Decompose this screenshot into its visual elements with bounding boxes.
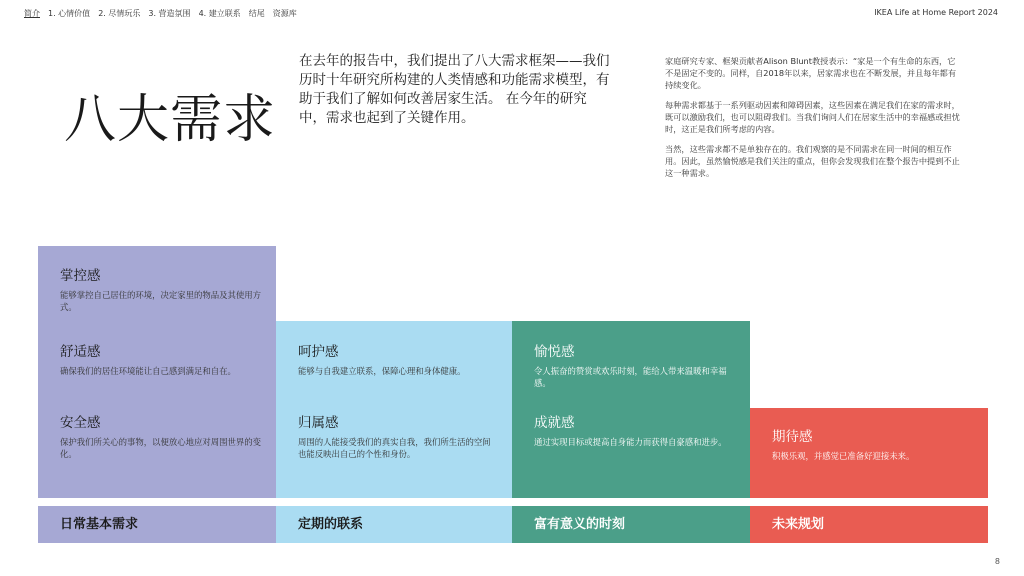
nav-item-chapter-2[interactable]: 2. 尽情玩乐 [98,9,141,18]
need-belonging [298,411,498,460]
nav-item-chapter-3[interactable]: 3. 营造氛围 [148,9,191,18]
need-care [298,340,498,377]
need-achievement-desc: 通过实现目标或提高自身能力而获得自豪感和进步。 [534,437,727,447]
need-comfort-desc: 确保我们的居住环境能让自己感到满足和自在。 [60,366,236,376]
need-security-desc: 保护我们所关心的事物，以便放心地应对周围世界的变化。 [60,437,261,459]
need-security [60,411,262,460]
nav-item-intro[interactable]: 简介 [24,9,40,18]
need-joy-title: 愉悦感 [534,344,575,360]
intro-paragraph: 在去年的报告中，我们提出了八大需求框架——我们历时十年研究所构建的人类情感和功能需求模型，有助于我们了解如何改善居家生活。 在今年的研究中，需求也起到了关键作用。 [299,53,610,126]
nav-item-conclusion[interactable]: 结尾 [248,9,265,18]
need-anticipation [772,425,974,462]
need-comfort-title: 舒适感 [60,344,101,360]
side-paragraph-2: 每种需求都基于一系列驱动因素和障碍因素，这些因素在满足我们在家的需求时，既可以激励我们，也可以阻碍我们。当我们询问人们在居家生活中的幸福感或担忧时，这正是我们所考虑的内容。 [665,100,960,134]
need-joy [534,340,736,389]
category-regular-connections: 定期的联系 [276,506,512,543]
category-everyday-needs: 日常基本需求 [38,506,276,543]
need-control [60,264,262,313]
category-meaningful-moments: 富有意义的时刻 [512,506,750,543]
need-care-title: 呵护感 [298,344,339,360]
need-achievement [534,411,736,448]
nav-item-chapter-4[interactable]: 4. 建立联系 [198,9,241,18]
page-number: 8 [994,557,1000,566]
category-future-planning: 未来规划 [750,506,988,543]
report-title: IKEA Life at Home Report 2024 [874,8,998,17]
needs-column-moments [512,321,750,498]
need-anticipation-desc: 积极乐观，并感觉已准备好迎接未来。 [772,451,915,461]
side-paragraph-3: 当然，这些需求都不是单独存在的。我们观察的是不同需求在同一时间的相互作用。因此，虽然愉悦感是我们关注的重点，但你会发现我们在整个报告中提到不止这一种需求。 [665,144,960,178]
need-care-desc: 能够与自我建立联系，保障心理和身体健康。 [298,366,466,376]
need-comfort [60,340,262,377]
need-anticipation-title: 期待感 [772,429,813,445]
needs-column-connections [276,321,512,498]
nav-item-resources[interactable]: 资源库 [272,9,297,18]
need-belonging-title: 归属感 [298,415,339,431]
side-paragraph-1: 家庭研究专家、框架贡献者Alison Blunt教授表示：“家是一个有生命的东西，它不是固定不变的。同样，自2018年以来，居家需求也在不断发展，并且每年都有持续变化。 [665,56,957,90]
need-security-title: 安全感 [60,415,101,431]
nav-item-chapter-1[interactable]: 1. 心情价值 [48,9,91,18]
page-title: 八大需求 [64,89,277,150]
top-navigation [24,8,297,19]
need-belonging-desc: 周围的人能接受我们的真实自我，我们所生活的空间也能反映出自己的个性和身份。 [298,437,491,459]
need-achievement-title: 成就感 [534,415,575,431]
need-control-desc: 能够掌控自己居住的环境，决定家里的物品及其使用方式。 [60,290,261,312]
needs-column-future [750,408,988,498]
need-control-title: 掌控感 [60,268,101,284]
need-joy-desc: 令人振奋的赞赏或欢乐时刻，能给人带来温暖和幸福感。 [534,366,727,388]
side-text [665,55,961,187]
needs-column-everyday [38,246,276,498]
